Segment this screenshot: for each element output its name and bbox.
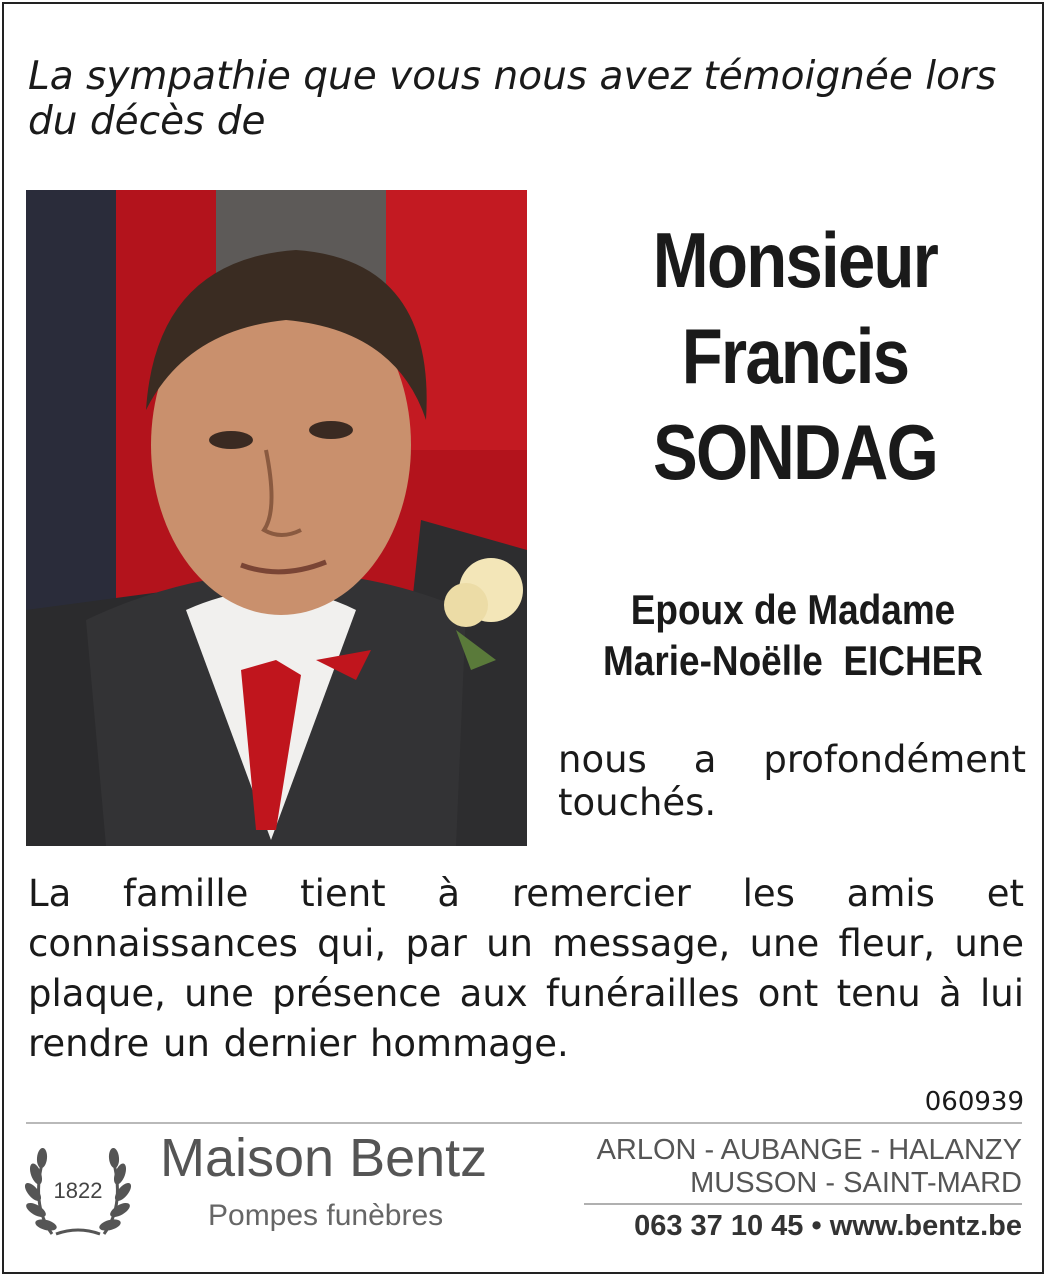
intro-text [28, 54, 1028, 144]
founding-year: 1822 [53, 1178, 103, 1203]
contact-divider [584, 1203, 1022, 1205]
thanks-paragraph: La famille tient à remercier les amis et connaissances qui, par un message, une fleur, une plaque, une présence aux funérailles ont tenu à lui rendre un dernier hommage. [28, 872, 1024, 1065]
separator-bullet: • [811, 1210, 822, 1242]
deceased-name [593, 212, 997, 500]
phone-number[interactable]: 063 37 10 45 [634, 1210, 804, 1242]
intro-line-1: La sympathie que vous nous avez témoignée lors [28, 54, 997, 99]
touched-text: nous a profondément touchés. [558, 738, 1026, 824]
reference-number: 060939 [924, 1087, 1024, 1117]
brand-name: Maison Bentz [160, 1128, 488, 1188]
brand-tagline: Pompes funèbres [208, 1199, 444, 1232]
website-link[interactable]: www.bentz.be [829, 1210, 1022, 1242]
spouse-line-2: Marie-Noëlle EICHER [603, 637, 983, 684]
locations [562, 1134, 1022, 1200]
locations-line-2: MUSSON - SAINT-MARD [690, 1167, 1022, 1199]
spouse-line-1: Epoux de Madame [630, 586, 956, 633]
intro-line-2: du décès de [28, 99, 266, 144]
deceased-title: Monsieur [652, 216, 938, 304]
spouse-info [577, 584, 1008, 686]
deceased-last-name: SONDAG [652, 408, 938, 496]
portrait-photo [26, 190, 527, 846]
deceased-first-name: Francis [681, 312, 909, 400]
locations-line-1: ARLON - AUBANGE - HALANZY [596, 1134, 1022, 1166]
footer-divider [26, 1122, 1022, 1124]
contact-line [542, 1208, 1022, 1244]
